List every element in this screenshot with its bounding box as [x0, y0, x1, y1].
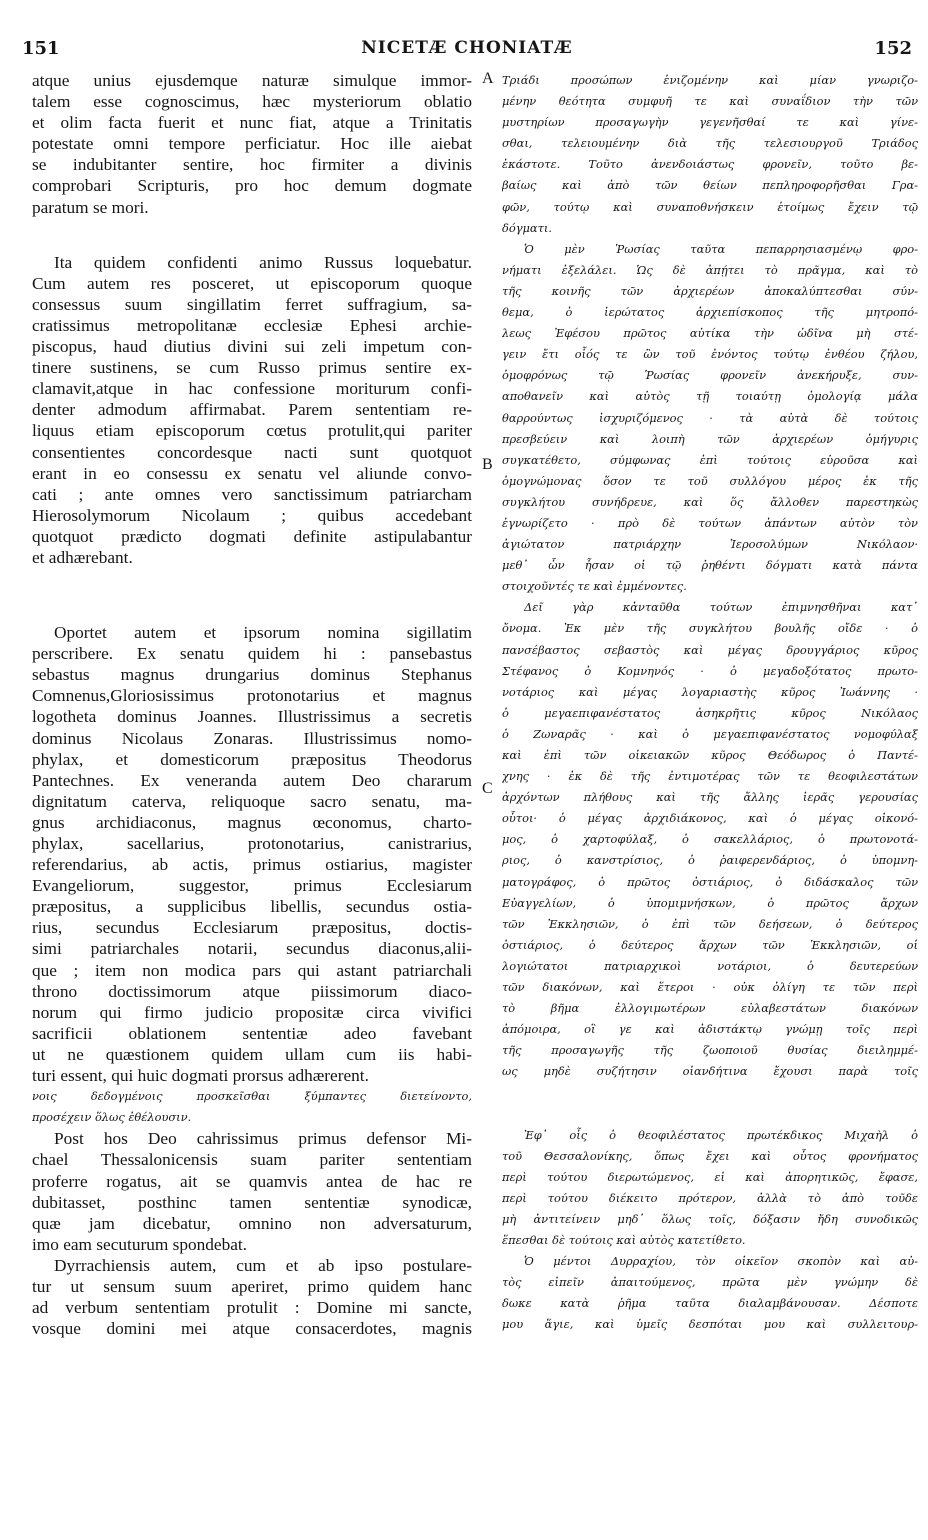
- greek-line: ὄνομα. Ἐκ μὲν τῆς συγκλήτου βουλῆς οἴδε · ὁ: [502, 621, 918, 636]
- latin-line: comprobari Scripturis, pro hoc demum dogmate: [32, 176, 472, 196]
- latin-line: phylax, et domesticorum præpositus Theodorus: [32, 749, 472, 769]
- latin-line: Post hos Deo cahrissimus primus defensor Mi-: [54, 1129, 472, 1149]
- latin-line: dignitatum caterva, reliquoque sacro senatu, ma-: [32, 791, 472, 811]
- running-header: [22, 38, 912, 64]
- greek-carryover-line: νοις δεδογμένοις προσκεῖσθαι ξύμπαντες διετείνοντο,: [32, 1089, 472, 1104]
- paragraph-gap: [502, 1083, 918, 1125]
- greek-line: χνης · ἐκ δὲ τῆς ἐντιμοτέρας τῶν τε θεοφιλεστάτων: [502, 769, 918, 784]
- greek-line: μένην θεότητα συμφυῆ τε καὶ συναΐδιον τὴν τῶν: [502, 94, 918, 109]
- greek-line: Στέφανος ὁ Κομνηνός · ὁ μεγαδοξότατος πρωτο-: [502, 663, 918, 678]
- latin-line: clamavit,atque in hac confessione moriturum confi-: [32, 379, 472, 399]
- running-title: NICETÆ CHONIATÆ: [361, 38, 573, 58]
- right-page-number: 152: [874, 38, 912, 59]
- latin-line: atque unius ejusdemque naturæ simulque immor-: [32, 71, 472, 90]
- greek-line: ἀρχόντων πλήθους καὶ τῆς ἄλλης ἱερᾶς γερουσίας: [502, 790, 918, 805]
- greek-line: βαίως καὶ ἀπὸ τῶν θείων πεπληροφορῆσθαι Γρα-: [502, 178, 918, 193]
- greek-line: ριος, ὁ κανστρίσιος, ὁ ῥαιφερενδάριος, ὁ ὑπομνη-: [502, 853, 918, 868]
- greek-line: θαρρούντως ἰσχυριζόμενος · τὰ αὐτὰ δὲ τούτοις: [502, 410, 918, 425]
- paragraph-gap: [32, 568, 472, 622]
- greek-line: νοτάριος καὶ μέγας λογαριαστὴς κῦρος Ἰωάννης ·: [502, 684, 918, 699]
- latin-line: talem esse cognoscimus, hæc mysteriorum oblatio: [32, 92, 472, 112]
- greek-line: ως μηδὲ συζήτησιν οἱανδήτινα ἔχουσι παρὰ τοῖς: [502, 1064, 918, 1079]
- left-page-number: 151: [22, 38, 60, 59]
- greek-line: ἀπόμοιρα, οἳ γε καὶ ἀδιστάκτῳ γνώμῃ τοῖς περὶ: [502, 1022, 918, 1037]
- section-marker-c: C: [482, 780, 493, 797]
- latin-line: Evangeliorum, suggestor, primus Ecclesiarum: [32, 876, 472, 896]
- greek-line: ἐγνωρίζετο · πρὸ δὲ τούτων ἁπάντων αὐτὸν τὸν: [502, 515, 918, 530]
- greek-line: ὁμοφρόνως τῷ Ῥωσίας φρονεῖν ἀνεκήρυξε, συν-: [502, 368, 918, 383]
- greek-line: ὁ μεγαεπιφανέστατος ἀσηκρῆτις κῦρος Νικόλαος: [502, 705, 918, 720]
- greek-line: καὶ ἐπὶ τῶν οἰκειακῶν κῦρος Θεόδωρος ὁ Παντέ-: [502, 748, 918, 762]
- latin-line: denter admodum affirmabat. Parem sententiam re-: [32, 400, 472, 420]
- greek-line: ὁμογνώμονας ὅσον τε τοῦ συλλόγου μέρος ἐκ τῆς: [502, 473, 918, 488]
- greek-text-column: [502, 70, 918, 1335]
- greek-line: ἑκάστοτε. Τοῦτο ἀνενδοιάστως φρονεῖν, τοῦτο βε-: [502, 157, 918, 172]
- latin-line: liquus etiam episcoporum cœtus protulit,qui pariter: [32, 421, 472, 441]
- greek-line: τῆς κοινῆς τῶν ἀρχιερέων ἀποκαλύπτεσθαι σύν-: [502, 283, 918, 298]
- latin-line: tinere sustinens, se cum Russo primus sentire ex-: [32, 358, 472, 378]
- latin-line: norum qui firmo judicio propositæ circa vivifici: [32, 1002, 472, 1022]
- latin-line: dubitasset, posthinc tamen sententiæ synodicæ,: [32, 1192, 472, 1212]
- latin-line: præpositus, a supplicibus libellis, secundus ostia-: [32, 897, 472, 917]
- latin-line: gnus archidiaconus, magnus œconomus, charto-: [32, 812, 472, 832]
- greek-line: Ἐφ᾽ οἷς ὁ θεοφιλέστατος πρωτέκδικος Μιχαὴλ ὁ: [524, 1127, 918, 1142]
- greek-line: φῶν, τούτῳ καὶ συναποθνήσκειν ἑτοίμως ἔχειν τῷ: [502, 199, 918, 214]
- greek-line: δόγματι.: [502, 220, 553, 235]
- greek-line: σθαι, τελειουμένην διὰ τῆς τελεσιουργοῦ Τριάδος: [502, 136, 918, 151]
- latin-text-column: [32, 70, 472, 1339]
- greek-line: Δεῖ γὰρ κἀνταῦθα τούτων ἐπιμνησθῆναι κατ᾽: [524, 600, 918, 615]
- greek-line: Ὁ μέντοι Δυρραχίου, τὸν οἰκεῖον σκοπὸν καὶ αὐ-: [524, 1254, 918, 1269]
- latin-line: simi patriarchales notarii, secundus diaconus,alii-: [32, 939, 472, 959]
- section-marker-a: A: [482, 70, 494, 87]
- latin-line: ad verbum sententiam protulit : Domine mi sancte,: [32, 1298, 472, 1318]
- greek-line: δωκε κατὰ ῥῆμα ταῦτα διαλαμβάνουσαν. Δέσποτε: [502, 1296, 918, 1311]
- latin-line: paratum se mori.: [32, 197, 149, 217]
- latin-line: potestate omni tempore perficiatur. Hoc ille aiebat: [32, 134, 472, 154]
- latin-line: Hierosolymorum Nicolaum ; quibus accedebant: [32, 505, 472, 525]
- latin-line: et adhærebant.: [32, 547, 133, 567]
- latin-line: perscribere. Ex senatu quidem hi : pansebastus: [32, 644, 472, 664]
- latin-line: se indubitanter sentire, hoc firmiter a divinis: [32, 155, 472, 175]
- latin-line: Ita quidem confidenti animo Russus loquebatur.: [54, 252, 472, 272]
- latin-line: referendarius, ab actis, primus ostiarius, magister: [32, 855, 472, 875]
- greek-line: λεως Ἐφέσου πρῶτος αὐτίκα τὴν ὠδῖνα μὴ στέ-: [502, 326, 918, 341]
- latin-line: sebastus magnus drungarius dominus Stephanus: [32, 665, 472, 685]
- latin-line: sacrificii oblationem sententiæ adeo favebant: [32, 1023, 472, 1043]
- latin-line: Oportet autem et ipsorum nomina sigillatim: [54, 623, 472, 643]
- greek-line: θεμα, ὁ ἱερώτατος ἀρχιεπίσκοπος τῆς μητροπό-: [502, 305, 918, 320]
- paragraph-gap: [32, 218, 472, 252]
- greek-line: Ὁ μὲν Ῥωσίας ταῦτα πεπαρρησιασμένῳ φρο-: [524, 241, 918, 256]
- latin-line: logotheta dominus Joannes. Illustrissimus a secretis: [32, 707, 472, 727]
- latin-line: Comnenus,Gloriosissimus protonotarius et magnus: [32, 686, 472, 706]
- greek-line: περὶ τούτου διέκειτο πρότερον, ἀλλὰ τὸ ἀπὸ τοῦδε: [502, 1190, 918, 1205]
- greek-line: ἕπεσθαι δὲ τούτοις καὶ αὐτὸς κατετίθετο.: [502, 1232, 746, 1247]
- greek-line: τῶν διακόνων, καὶ ἕτεροι · οὐκ ὀλίγη τε τῶν περὶ: [502, 980, 918, 995]
- latin-line: Dyrrachiensis autem, cum et ab ipso postulare-: [54, 1255, 472, 1275]
- greek-line: οὗτοι· ὁ μέγας ἀρχιδιάκονος, καὶ ὁ μέγας οἰκονό-: [502, 811, 918, 826]
- latin-line: dominus Nicolaus Zonaras. Illustrissimus nomo-: [32, 728, 472, 748]
- greek-carryover-line: προσέχειν ὅλως ἐθέλουσιν.: [32, 1110, 192, 1125]
- greek-line: συγκατέθετο, σύμφωνας ἐπὶ τούτοις εὑροῦσα καὶ: [502, 452, 918, 467]
- greek-line: πρεσβεύειν καὶ λοιπὴ τῶν ἀρχιερέων ὁμήγυρις: [502, 431, 918, 446]
- greek-line: ματογράφος, ὁ πρῶτος ὀστιάριος, ὁ διδάσκαλος τῶν: [502, 874, 918, 889]
- latin-line: cati ; ante omnes vero sanctissimum patriarcham: [32, 484, 472, 504]
- greek-line: μεθ᾽ ὧν ἦσαν οἱ τῷ ῥηθέντι δόγματι κατὰ πάντα: [502, 558, 918, 573]
- greek-line: τῶν Ἐκκλησιῶν, ὁ ἐπὶ τῶν δεήσεων, ὁ δεύτερος: [502, 916, 918, 931]
- greek-line: λογιώτατοι πατριαρχικοὶ νοτάριοι, ὁ δευτερεύων: [502, 958, 918, 973]
- greek-line: τὸς εἰπεῖν ἀπαιτούμενος, πρῶτα μὲν γνώμην δὲ: [502, 1275, 918, 1290]
- latin-line: erant in eo consessu ex senatu vel aliunde convo-: [32, 463, 472, 483]
- greek-line: τὸ βῆμα ἐλλογιμωτέρων εὐλαβεστάτων διακόνων: [502, 1001, 918, 1016]
- latin-line: piscopus, haud diutius divini sui zeli impetum con-: [32, 337, 472, 357]
- latin-line: proferre rogatus, ait se quamvis antea de hac re: [32, 1171, 472, 1191]
- greek-line: Τριάδι προσώπων ἑνιζομένην καὶ μίαν γνωριζο-: [502, 73, 918, 87]
- greek-line: ὀστιάριος, ὁ δεύτερος ἄρχων τῶν Ἐκκλησιῶν, οἱ: [502, 937, 918, 952]
- greek-line: μος, ὁ χαρτοφύλαξ, ὁ σακελλάριος, ὁ πρωτονοτά-: [502, 832, 918, 847]
- section-marker-b: B: [482, 456, 493, 473]
- latin-line: vosque domini mei atque consacerdotes, magnis: [32, 1319, 472, 1339]
- greek-line: πανσέβαστος σεβαστὸς καὶ μέγας δρουγγάριος κῦρος: [502, 642, 918, 657]
- latin-line: chael Thessalonicensis suam pariter sententiam: [32, 1150, 472, 1170]
- latin-line: ut ne quæstionem quidem ullam cum iis habi-: [32, 1044, 472, 1064]
- latin-line: cratissimus metropolitanæ ecclesiæ Ephesi archie-: [32, 315, 472, 335]
- greek-line: Εὐαγγελίων, ὁ ὑπομιμνήσκων, ὁ πρῶτος ἄρχων: [502, 895, 918, 910]
- greek-line: τοῦ Θεσσαλονίκης, ὅπως ἔχει καὶ οὗτος φρονήματος: [502, 1148, 918, 1163]
- latin-line: que ; item non modica pars qui astant patriarchali: [32, 960, 472, 980]
- greek-line: νήματι ἐξελάλει. Ὡς δὲ ἀπῄτει τὸ πρᾶγμα, καὶ τὸ: [502, 262, 918, 277]
- greek-line: περὶ τούτου διερωτώμενος, εἰ καὶ ἀπορητικῶς, ἔφασε,: [502, 1169, 918, 1184]
- latin-line: quotquot prædicto dogmati definite astipulabantur: [32, 526, 472, 546]
- greek-line: αποθανεῖν καὶ αὐτὸς τῇ τοιαύτῃ ὁμολογίᾳ μάλα: [502, 389, 918, 404]
- latin-line: phylax, sacellarius, protonotarius, canistrarius,: [32, 834, 472, 853]
- latin-line: turi essent, qui huic dogmati prorsus adhærerent.: [32, 1066, 369, 1086]
- greek-line: στοιχοῦντές τε καὶ ἐμμένοντες.: [502, 579, 687, 594]
- greek-line: τῆς προσαγωγῆς τῆς ζωοποιοῦ θυσίας διειλημμέ-: [502, 1043, 918, 1058]
- latin-line: rius, secundus Ecclesiarum præpositus, doctis-: [32, 918, 472, 938]
- latin-line: throno doctissimorum atque piissimorum diaco-: [32, 981, 472, 1001]
- latin-line: quæ jam dicebatur, omnino non adversaturum,: [32, 1213, 472, 1233]
- greek-line: μυστηρίων προσαγωγὴν γεγενῆσθαί τε καὶ γίνε-: [502, 115, 918, 130]
- latin-line: Cum autem res posceret, ut episcoporum quoque: [32, 273, 472, 293]
- greek-line: γειν ἔτι οἷός τε ὢν τοῦ ἐνόντος τούτῳ ἐνθέου ζήλου,: [502, 347, 918, 362]
- greek-line: μὴ ἀντιτείνειν μηδ᾽ ὅλως τοῖς, δόξασιν ἤδη συνοδικῶς: [502, 1211, 918, 1226]
- latin-line: imo eam secuturum spondebat.: [32, 1234, 248, 1254]
- latin-line: tur ut sensum suum aperiret, primo quidem hanc: [32, 1276, 472, 1296]
- greek-line: μου ἅγιε, καὶ ὑμεῖς δεσπόται μου καὶ συλλειτουρ-: [502, 1317, 918, 1332]
- greek-line: συγκλήτου συνήδρευε, καὶ ὅς ἄλλοθεν παρεστηκὼς: [502, 494, 918, 509]
- latin-line: consentientes concordesque nacti sunt quotquot: [32, 442, 472, 462]
- greek-line: ἁγιώτατον πατριάρχην Ἱεροσολύμων Νικόλαον·: [502, 537, 918, 552]
- latin-line: Pantechnes. Ex veneranda autem Deo chararum: [32, 770, 472, 790]
- latin-line: consessus suum singillatim ferret suffragium, sa-: [32, 294, 472, 314]
- latin-line: et olim facta fuerit et nunc fiat, atque a Trinitatis: [32, 113, 472, 133]
- greek-line: ὁ Ζωναρᾶς · καὶ ὁ μεγαεπιφανέστατος νομοφύλαξ: [502, 726, 918, 741]
